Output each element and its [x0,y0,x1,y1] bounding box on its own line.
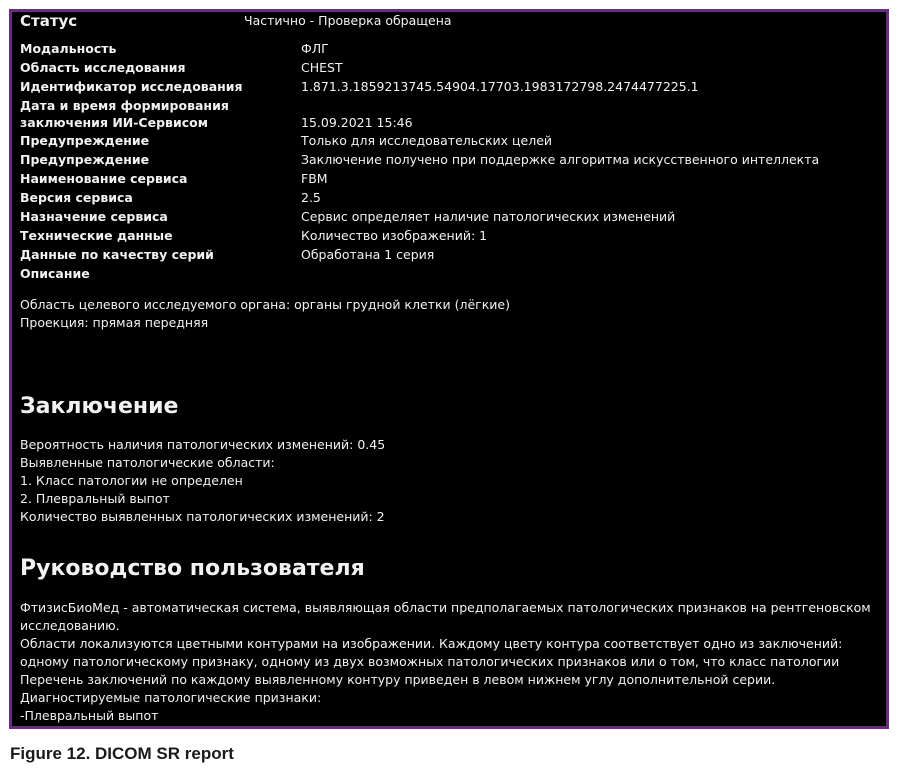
description-line-organ: Область целевого исследуемого органа: органы грудной клетки (лёгкие) [20,297,510,312]
field-label-modality: Модальность [20,41,117,56]
guide-line: Области локализуются цветными контурами на изображении. Каждому цвету контура соответствует одно из заключений: [20,636,843,651]
conclusion-line: Вероятность наличия патологических изменений: 0.45 [20,437,386,452]
conclusion-heading: Заключение [20,394,179,419]
field-value-series-quality: Обработана 1 серия [301,247,435,262]
field-value-technical-data: Количество изображений: 1 [301,228,488,243]
guide-line: исследованию. [20,618,120,633]
field-label-service-version: Версия сервиса [20,190,133,205]
status-label: Статус [20,12,78,30]
description-line-projection: Проекция: прямая передняя [20,315,209,330]
field-label-service-name: Наименование сервиса [20,171,188,186]
field-value-study-id: 1.871.3.1859213745.54904.17703.1983172798.2474477225.1 [301,79,699,94]
field-label-study-id: Идентификатор исследования [20,79,243,94]
field-value-datetime: 15.09.2021 15:46 [301,115,413,130]
field-value-service-purpose: Сервис определяет наличие патологических изменений [301,209,676,224]
field-value-warning-1: Только для исследовательских целей [301,133,553,148]
status-value: Частично - Проверка обращена [244,13,452,28]
figure-caption: Figure 12. DICOM SR report [10,744,234,763]
field-label-service-purpose: Назначение сервиса [20,209,168,224]
guide-line: одному патологическому признаку, одному из двух возможных патологических признаков или о том, что класс патологии [20,654,840,669]
field-value-modality: ФЛГ [301,41,329,56]
conclusion-line: 1. Класс патологии не определен [20,473,243,488]
field-label-warning-1: Предупреждение [20,133,150,148]
conclusion-line: Выявленные патологические области: [20,455,275,470]
field-label-technical-data: Технические данные [20,228,173,243]
field-value-service-name: FBM [301,171,328,186]
field-value-service-version: 2.5 [301,190,321,205]
field-label-datetime-line2: заключения ИИ-Сервисом [20,115,208,130]
guide-line: Перечень заключений по каждому выявленному контуру приведен в левом нижнем углу дополнительной серии. [20,672,776,687]
guide-line: ФтизисБиоМед - автоматическая система, выявляющая области предполагаемых патологических признаков на рентгеновском [20,600,871,615]
dicom-sr-report [9,9,889,729]
field-value-warning-2: Заключение получено при поддержке алгоритма искусственного интеллекта [301,152,820,167]
user-guide-heading: Руководство пользователя [20,556,365,581]
field-label-series-quality: Данные по качеству серий [20,247,214,262]
conclusion-line: 2. Плевральный выпот [20,491,170,506]
guide-line: Диагностируемые патологические признаки: [20,690,322,705]
field-label-datetime-line1: Дата и время формирования [20,98,229,113]
field-label-study-area: Область исследования [20,60,186,75]
guide-line: -Плевральный выпот [20,708,159,723]
field-label-description: Описание [20,266,90,281]
field-label-warning-2: Предупреждение [20,152,150,167]
field-value-study-area: CHEST [301,60,343,75]
conclusion-line: Количество выявленных патологических изменений: 2 [20,509,385,524]
